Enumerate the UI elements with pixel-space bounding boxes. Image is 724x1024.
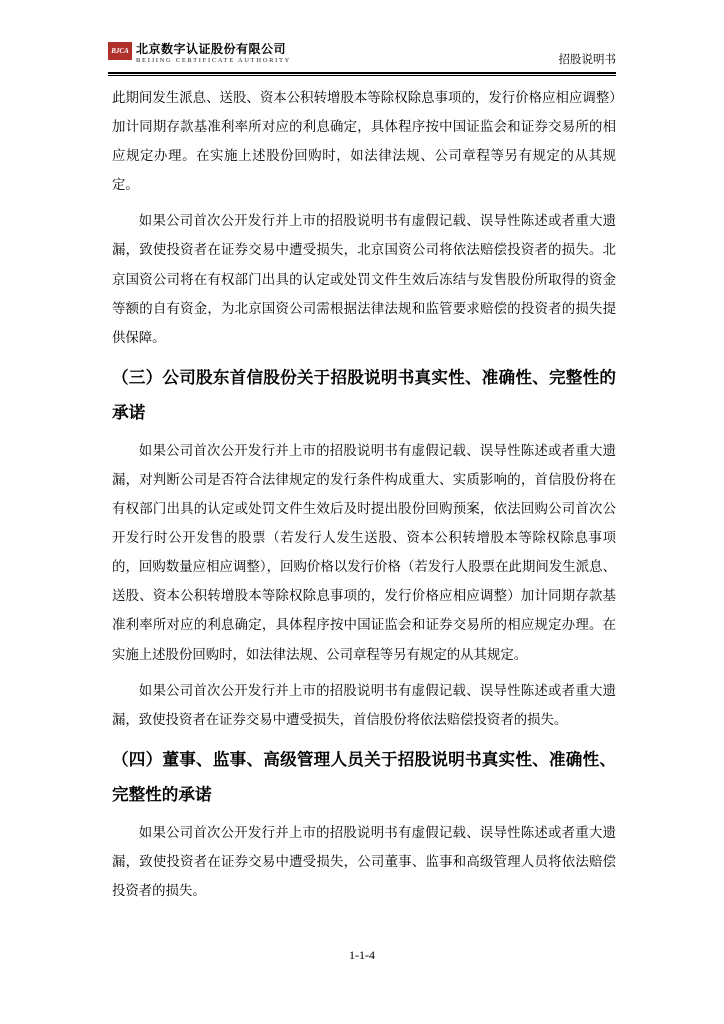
- paragraph-directors-compensation: 如果公司首次公开发行并上市的招股说明书有虚假记载、误导性陈述或者重大遗漏，致使投资者在证券交易中遭受损失，公司董事、监事和高级管理人员将依法赔偿投资者的损失。: [112, 825, 616, 899]
- section-heading-4: （四）董事、监事、高级管理人员关于招股说明书真实性、准确性、完整性的承诺: [112, 749, 616, 804]
- page-number: 1-1-4: [349, 948, 375, 962]
- page-header: [108, 36, 616, 70]
- header-divider: [108, 72, 616, 74]
- document-title: 招股说明书: [558, 52, 616, 66]
- paragraph-capitek-repurchase: 如果公司首次公开发行并上市的招股说明书有虚假记载、误导性陈述或者重大遗漏，对判断公司是否符合法律规定的发行条件构成重大、实质影响的，首信股份将在有权部门出具的认定或处罚文件生效后及时提出股份回购预案，依法回购公司首次公开发行时公开发售的股票（若发行人发生送股、资本公积转增股本等除权除息事项的，回购数量应相应调整），回购价格以发行价格（若发行人股票在此期间发生派息、送股、资本公积转增股本等除权除息事项的，发行价格应相应调整）加计同期存款基准利率所对应的利息确定，具体程序按中国证监会和证券交易所的相应规定办理。在实施上述股份回购时，如法律法规、公司章程等另有规定的从其规定。: [112, 443, 616, 663]
- header-divider-thin: [108, 75, 616, 76]
- section-heading-3: （三）公司股东首信股份关于招股说明书真实性、准确性、完整性的承诺: [112, 367, 616, 422]
- paragraph-continued: 此期间发生派息、送股、资本公积转增股本等除权除息事项的，发行价格应相应调整）加计同期存款基准利率所对应的利息确定，具体程序按中国证监会和证券交易所的相应规定办理。在实施上述股份回购时，如法律法规、公司章程等另有规定的从其规定。: [112, 91, 616, 194]
- page-body: [112, 84, 616, 906]
- company-logo: [108, 42, 132, 60]
- paragraph-capitek-compensation: 如果公司首次公开发行并上市的招股说明书有虚假记载、误导性陈述或者重大遗漏，致使投资者在证券交易中遭受损失，首信股份将依法赔偿投资者的损失。: [112, 683, 616, 728]
- paragraph-beijing-guozi-compensation: 如果公司首次公开发行并上市的招股说明书有虚假记载、误导性陈述或者重大遗漏，致使投资者在证券交易中遭受损失，北京国资公司将依法赔偿投资者的损失。北京国资公司将在有权部门出具的认定或处罚文件生效后冻结与发售股份所取得的资金等额的自有资金，为北京国资公司需根据法律法规和监管要求赔偿的投资者的损失提供保障。: [112, 214, 616, 346]
- company-name-chinese: 北京数字认证股份有限公司: [136, 42, 287, 56]
- logo-text: BJCA: [111, 47, 129, 55]
- company-name-english: BEIJING CERTIFICATE AUTHORITY: [136, 57, 292, 64]
